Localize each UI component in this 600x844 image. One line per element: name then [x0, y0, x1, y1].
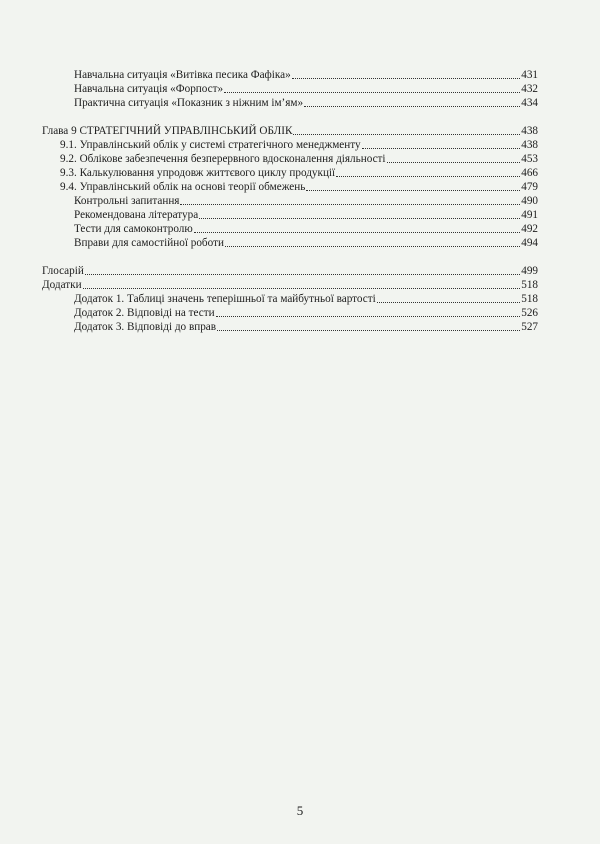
- toc-leader-dots: [292, 78, 521, 79]
- toc-leader-dots: [83, 288, 521, 289]
- toc-entry: [74, 292, 538, 306]
- toc-entry-title: Рекомендована література: [74, 209, 199, 221]
- toc-entry-page: 466: [521, 167, 538, 179]
- toc-entry-page: 492: [521, 223, 538, 235]
- toc-entry-title: Навчальна ситуація «Форпост»: [74, 83, 224, 95]
- toc-entry: [74, 306, 538, 320]
- toc-entry-page: 526: [521, 307, 538, 319]
- toc-entry-title: Додаток 1. Таблиці значень теперішньої та майбутньої вартості: [74, 293, 376, 305]
- toc-leader-dots: [85, 274, 520, 275]
- toc-entry: [60, 180, 538, 194]
- toc-entry-page: 432: [521, 83, 538, 95]
- toc-leader-dots: [194, 232, 521, 233]
- toc-entry: [74, 236, 538, 250]
- toc-leader-dots: [377, 302, 520, 303]
- toc-leader-dots: [180, 204, 520, 205]
- toc-entry: [74, 194, 538, 208]
- toc-entry-title: Додаток 3. Відповіді до вправ: [74, 321, 217, 333]
- toc-entry-title: Тести для самоконтролю: [74, 223, 193, 235]
- toc-entry-title: Додаток 2. Відповіді на тести: [74, 307, 215, 319]
- toc-entry-page: 518: [521, 293, 538, 305]
- toc-entry-title: Вправи для самостійної роботи: [74, 237, 224, 249]
- toc-entry-page: 434: [521, 97, 538, 109]
- toc-leader-dots: [217, 330, 520, 331]
- toc-leader-dots: [304, 106, 520, 107]
- toc-appendices-title: Додатки: [42, 279, 82, 291]
- toc-leader-dots: [362, 148, 521, 149]
- toc-entry-title: 9.3. Калькулювання упродовж життєвого циклу продукції: [60, 167, 336, 179]
- toc-entry: [74, 208, 538, 222]
- toc-entry-page: 479: [521, 181, 538, 193]
- toc-entry-page: 490: [521, 195, 538, 207]
- toc-glossary-title: Глосарій: [42, 265, 84, 277]
- toc-entry: [60, 166, 538, 180]
- toc-entry-page: 527: [521, 321, 538, 333]
- toc-entry-title: Навчальна ситуація «Витівка песика Фафіка»: [74, 69, 291, 81]
- toc-chapter-title: Глава 9 СТРАТЕГІЧНИЙ УПРАВЛІНСЬКИЙ ОБЛІК: [42, 125, 293, 137]
- toc-entry: [60, 138, 538, 152]
- toc-chapter-entry: [42, 264, 538, 278]
- toc-entry-title: Контрольні запитання: [74, 195, 180, 207]
- toc-leader-dots: [336, 176, 520, 177]
- toc-entry-page: 499: [521, 265, 538, 277]
- toc-entry: [74, 68, 538, 82]
- toc-leader-dots: [224, 92, 520, 93]
- toc-entry-page: 438: [521, 139, 538, 151]
- toc-leader-dots: [306, 190, 520, 191]
- toc-entry-title: 9.2. Облікове забезпечення безперервного вдосконалення діяльності: [60, 153, 386, 165]
- toc-entry: [74, 96, 538, 110]
- toc-entry: [74, 320, 538, 334]
- page-number: 5: [296, 803, 304, 818]
- toc-entry-page: 438: [521, 125, 538, 137]
- toc-leader-dots: [199, 218, 520, 219]
- toc-leader-dots: [387, 162, 521, 163]
- toc-entry-page: 491: [521, 209, 538, 221]
- toc-entry: [60, 152, 538, 166]
- toc-entry-page: 431: [521, 69, 538, 81]
- toc-chapter-entry: [42, 278, 538, 292]
- toc-entry: [74, 222, 538, 236]
- toc-entry-title: 9.4. Управлінський облік на основі теорії обмежень: [60, 181, 306, 193]
- toc-leader-dots: [225, 246, 520, 247]
- toc-leader-dots: [293, 134, 520, 135]
- toc-entry-page: 518: [521, 279, 538, 291]
- toc-entry-title: Практична ситуація «Показник з ніжним ім’ям»: [74, 97, 304, 109]
- toc-entry-page: 494: [521, 237, 538, 249]
- toc-chapter-entry: [42, 124, 538, 138]
- toc-entry-title: 9.1. Управлінський облік у системі стратегічного менеджменту: [60, 139, 361, 151]
- toc-entry: [74, 82, 538, 96]
- toc-leader-dots: [216, 316, 521, 317]
- toc-entry-page: 453: [521, 153, 538, 165]
